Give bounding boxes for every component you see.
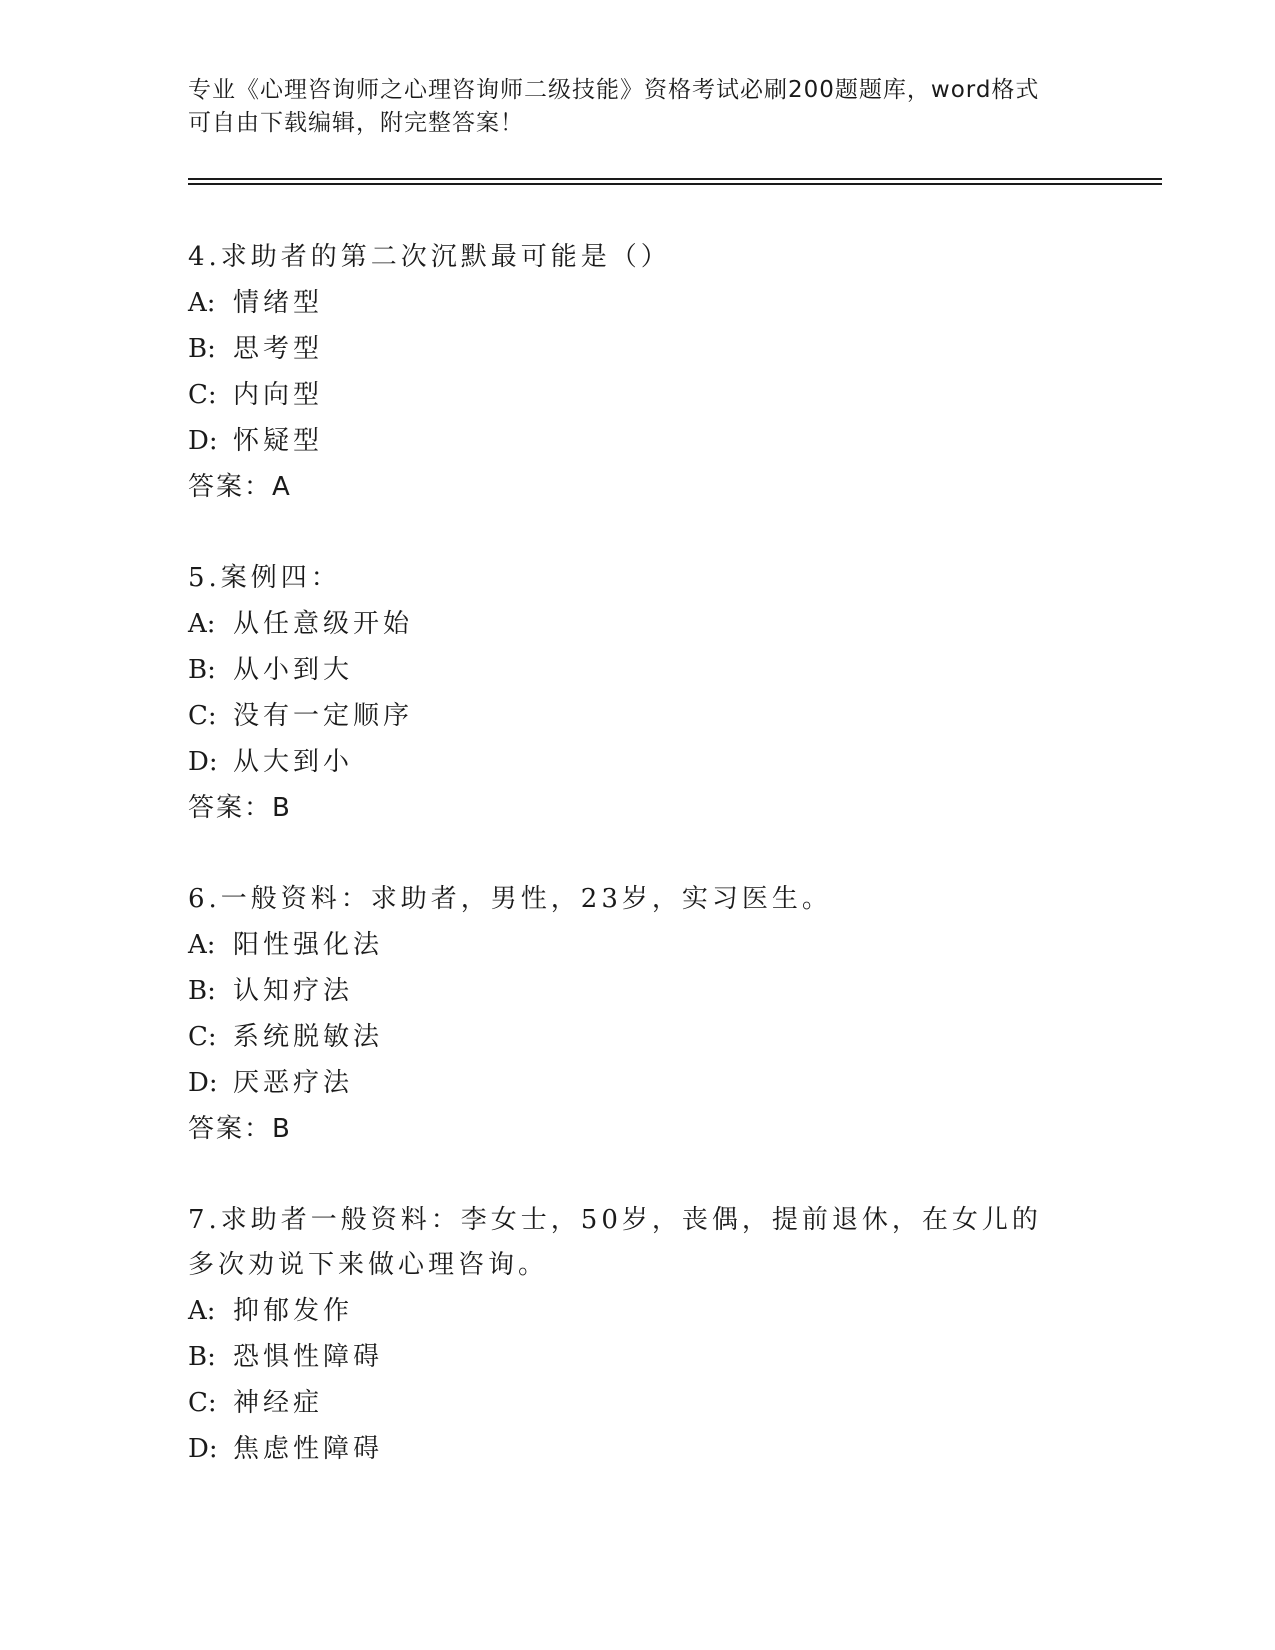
question-block bbox=[188, 235, 1088, 510]
option-text: 厌恶疗法 bbox=[233, 1068, 354, 1098]
option-text: 思考型 bbox=[233, 334, 324, 364]
option-text: 系统脱敏法 bbox=[233, 1022, 384, 1052]
option-a bbox=[188, 601, 1088, 647]
option-a bbox=[188, 280, 1088, 326]
answer-line: 答案：B bbox=[188, 1114, 292, 1144]
option-text: 从小到大 bbox=[233, 655, 354, 685]
question-block bbox=[188, 877, 1088, 1152]
option-letter: D: bbox=[188, 1068, 218, 1098]
option-text: 内向型 bbox=[233, 380, 324, 410]
option-letter: D: bbox=[188, 747, 218, 777]
option-b bbox=[188, 647, 1088, 693]
option-d bbox=[188, 739, 1088, 785]
option-text: 神经症 bbox=[233, 1388, 324, 1418]
option-text: 认知疗法 bbox=[233, 976, 354, 1006]
question-block bbox=[188, 556, 1088, 831]
question-title: 4.求助者的第二次沉默最可能是（） bbox=[188, 242, 671, 272]
option-letter: D: bbox=[188, 1434, 218, 1464]
option-d bbox=[188, 1060, 1088, 1106]
option-text: 没有一定顺序 bbox=[233, 701, 414, 731]
option-d bbox=[188, 1426, 1088, 1472]
question-title: 5.案例四： bbox=[188, 563, 341, 593]
option-b bbox=[188, 1334, 1088, 1380]
question-block bbox=[188, 1198, 1088, 1472]
question-title: 6.一般资料：求助者，男性，23岁，实习医生。 bbox=[188, 884, 832, 914]
option-letter: B: bbox=[188, 976, 216, 1006]
option-letter: D: bbox=[188, 426, 218, 456]
option-text: 恐惧性障碍 bbox=[233, 1342, 384, 1372]
option-c bbox=[188, 693, 1088, 739]
option-letter: B: bbox=[188, 334, 216, 364]
option-d bbox=[188, 418, 1088, 464]
option-letter: C: bbox=[188, 1022, 217, 1052]
answer-line: 答案：A bbox=[188, 472, 292, 502]
header-line-2: 可自由下载编辑，附完整答案！ bbox=[188, 110, 524, 136]
document-header bbox=[188, 74, 1068, 140]
header-line-1: 专业《心理咨询师之心理咨询师二级技能》资格考试必刷200题题库，word格式 bbox=[188, 77, 1040, 103]
option-c bbox=[188, 1380, 1088, 1426]
option-text: 焦虑性障碍 bbox=[233, 1434, 384, 1464]
option-a bbox=[188, 922, 1088, 968]
option-a bbox=[188, 1288, 1088, 1334]
option-letter: B: bbox=[188, 655, 216, 685]
option-text: 阳性强化法 bbox=[233, 930, 384, 960]
option-b bbox=[188, 326, 1088, 372]
option-letter: B: bbox=[188, 1342, 216, 1372]
option-text: 情绪型 bbox=[233, 288, 324, 318]
question-title: 7.求助者一般资料：李女士，50岁，丧偶，提前退休，在女儿的多次劝说下来做心理咨询。 bbox=[188, 1205, 1042, 1280]
option-letter: C: bbox=[188, 380, 217, 410]
option-letter: C: bbox=[188, 701, 217, 731]
answer-line: 答案：B bbox=[188, 793, 292, 823]
option-text: 从任意级开始 bbox=[233, 609, 414, 639]
option-c bbox=[188, 372, 1088, 418]
option-letter: A: bbox=[188, 609, 216, 639]
option-text: 从大到小 bbox=[233, 747, 354, 777]
option-c bbox=[188, 1014, 1088, 1060]
header-divider-top bbox=[188, 178, 1162, 180]
option-letter: A: bbox=[188, 1296, 216, 1326]
option-text: 怀疑型 bbox=[233, 426, 324, 456]
header-divider-bottom bbox=[188, 183, 1162, 185]
option-letter: A: bbox=[188, 930, 216, 960]
option-b bbox=[188, 968, 1088, 1014]
option-text: 抑郁发作 bbox=[233, 1296, 354, 1326]
option-letter: A: bbox=[188, 288, 216, 318]
option-letter: C: bbox=[188, 1388, 217, 1418]
